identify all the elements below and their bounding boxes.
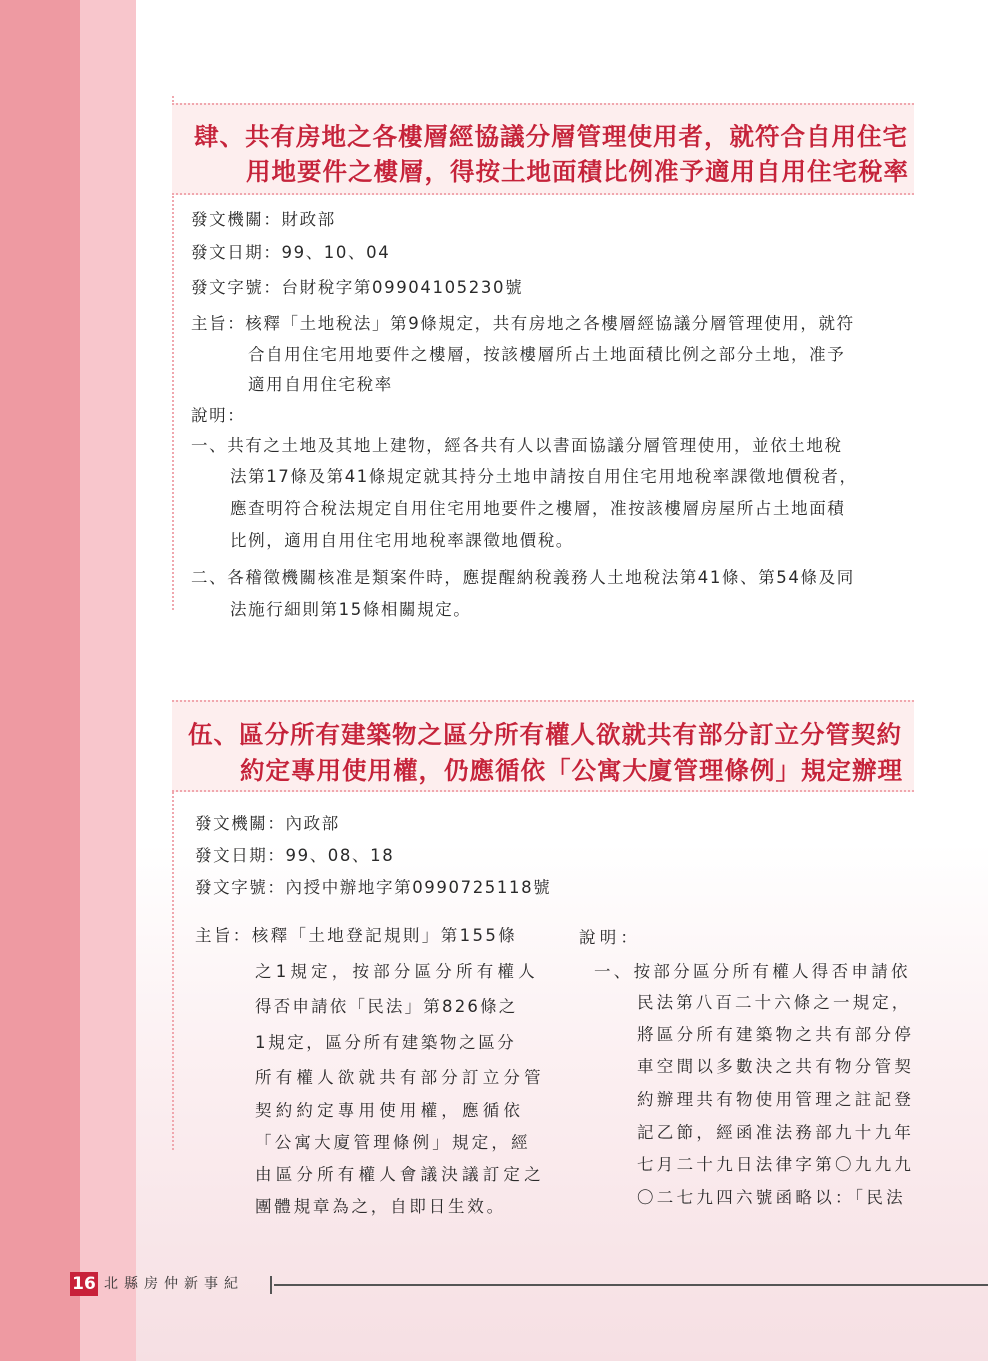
section5-subject-line: 1規定，區分所有建築物之區分: [255, 1033, 517, 1052]
section5-heading-line2: 約定專用使用權，仍應循依「公寓大廈管理條例」規定辦理: [240, 756, 903, 785]
section5-doc-number: 發文字號：內授中辦地字第0990725118號: [195, 878, 552, 897]
section4-heading-line1: 肆、共有房地之各樓層經協議分層管理使用者，就符合自用住宅: [194, 122, 908, 151]
section4-date: 發文日期：99、10、04: [191, 243, 391, 262]
section5-explain-line: 一、按部分區分所有權人得否申請依: [594, 962, 911, 981]
section4-explain-line: 比例，適用自用住宅用地稅率課徵地價稅。: [230, 531, 574, 550]
section5-explain-label: 說明：: [579, 928, 642, 947]
section4-doc-number: 發文字號：台財稅字第09904105230號: [191, 278, 524, 297]
section5-subject-line: 由區分所有權人會議決議訂定之: [255, 1165, 545, 1184]
section4-heading-line2: 用地要件之樓層，得按土地面積比例准予適用自用住宅稅率: [246, 157, 909, 186]
left-margin-band-dark: [0, 0, 80, 1361]
section5-subject-line: 契約約定專用使用權，應循依: [255, 1101, 525, 1120]
section5-explain-line: 將區分所有建築物之共有部分停: [637, 1025, 915, 1044]
section5-explain-line: 記乙節，經函准法務部九十九年: [637, 1123, 915, 1142]
section5-subject-line: 得否申請依「民法」第826條之: [255, 997, 518, 1016]
section5-date: 發文日期：99、08、18: [195, 846, 395, 865]
section4-subject-line: 適用自用住宅稅率: [248, 375, 393, 394]
section4-subject-line: 主旨：核釋「土地稅法」第9條規定，共有房地之各樓層經協議分層管理使用，就符: [191, 314, 855, 333]
section5-explain-line: 七月二十九日法律字第〇九九九: [637, 1155, 915, 1174]
section5-explain-line: 〇二七九四六號函略以：「民法: [637, 1188, 906, 1207]
section4-explain-line: 法第17條及第41條規定就其持分土地申請按自用住宅用地稅率課徵地價稅者，: [230, 467, 858, 486]
section4-explain-line: 法施行細則第15條相關規定。: [230, 600, 472, 619]
section5-subject-line: 團體規章為之，自即日生效。: [255, 1197, 506, 1216]
section4-explain-label: 說明：: [191, 406, 246, 425]
section5-subject-line: 所有權人欲就共有部分訂立分管: [255, 1068, 545, 1087]
section4-explain-line: 二、各稽徵機關核准是類案件時，應提醒納稅義務人土地稅法第41條、第54條及同: [191, 568, 855, 587]
section5-issuer: 發文機關：內政部: [195, 814, 340, 833]
section4-issuer: 發文機關：財政部: [191, 210, 336, 229]
section4-explain-line: 應查明符合稅法規定自用住宅用地要件之樓層，准按該樓層房屋所占土地面積: [230, 499, 846, 518]
section5-subject-line: 主旨：核釋「土地登記規則」第155條: [195, 926, 518, 945]
publication-title: 北縣房仲新事紀: [104, 1276, 244, 1292]
section5-explain-line: 約辦理共有物使用管理之註記登: [637, 1090, 915, 1109]
footer-rule-tick: [270, 1276, 272, 1294]
page-number-badge: 16: [70, 1272, 98, 1296]
section5-subject-line: 「公寓大廈管理條例」規定，經: [255, 1133, 531, 1152]
section5-heading-line1: 伍、區分所有建築物之區分所有權人欲就共有部分訂立分管契約: [188, 720, 902, 749]
footer-rule: [274, 1284, 988, 1286]
section5-heading: [172, 700, 914, 792]
section5-subject-line: 之1規定，按部分區分所有權人: [255, 962, 539, 981]
section5-explain-line: 車空間以多數決之共有物分管契: [637, 1057, 915, 1076]
section4-heading: [172, 103, 914, 195]
section4-subject-line: 合自用住宅用地要件之樓層，按該樓層所占土地面積比例之部分土地，准予: [248, 345, 846, 364]
left-margin-band-light: [80, 0, 136, 1361]
section4-explain-line: 一、共有之土地及其地上建物，經各共有人以書面協議分層管理使用，並依土地稅: [191, 436, 843, 455]
section5-explain-line: 民法第八百二十六條之一規定，: [637, 993, 912, 1012]
